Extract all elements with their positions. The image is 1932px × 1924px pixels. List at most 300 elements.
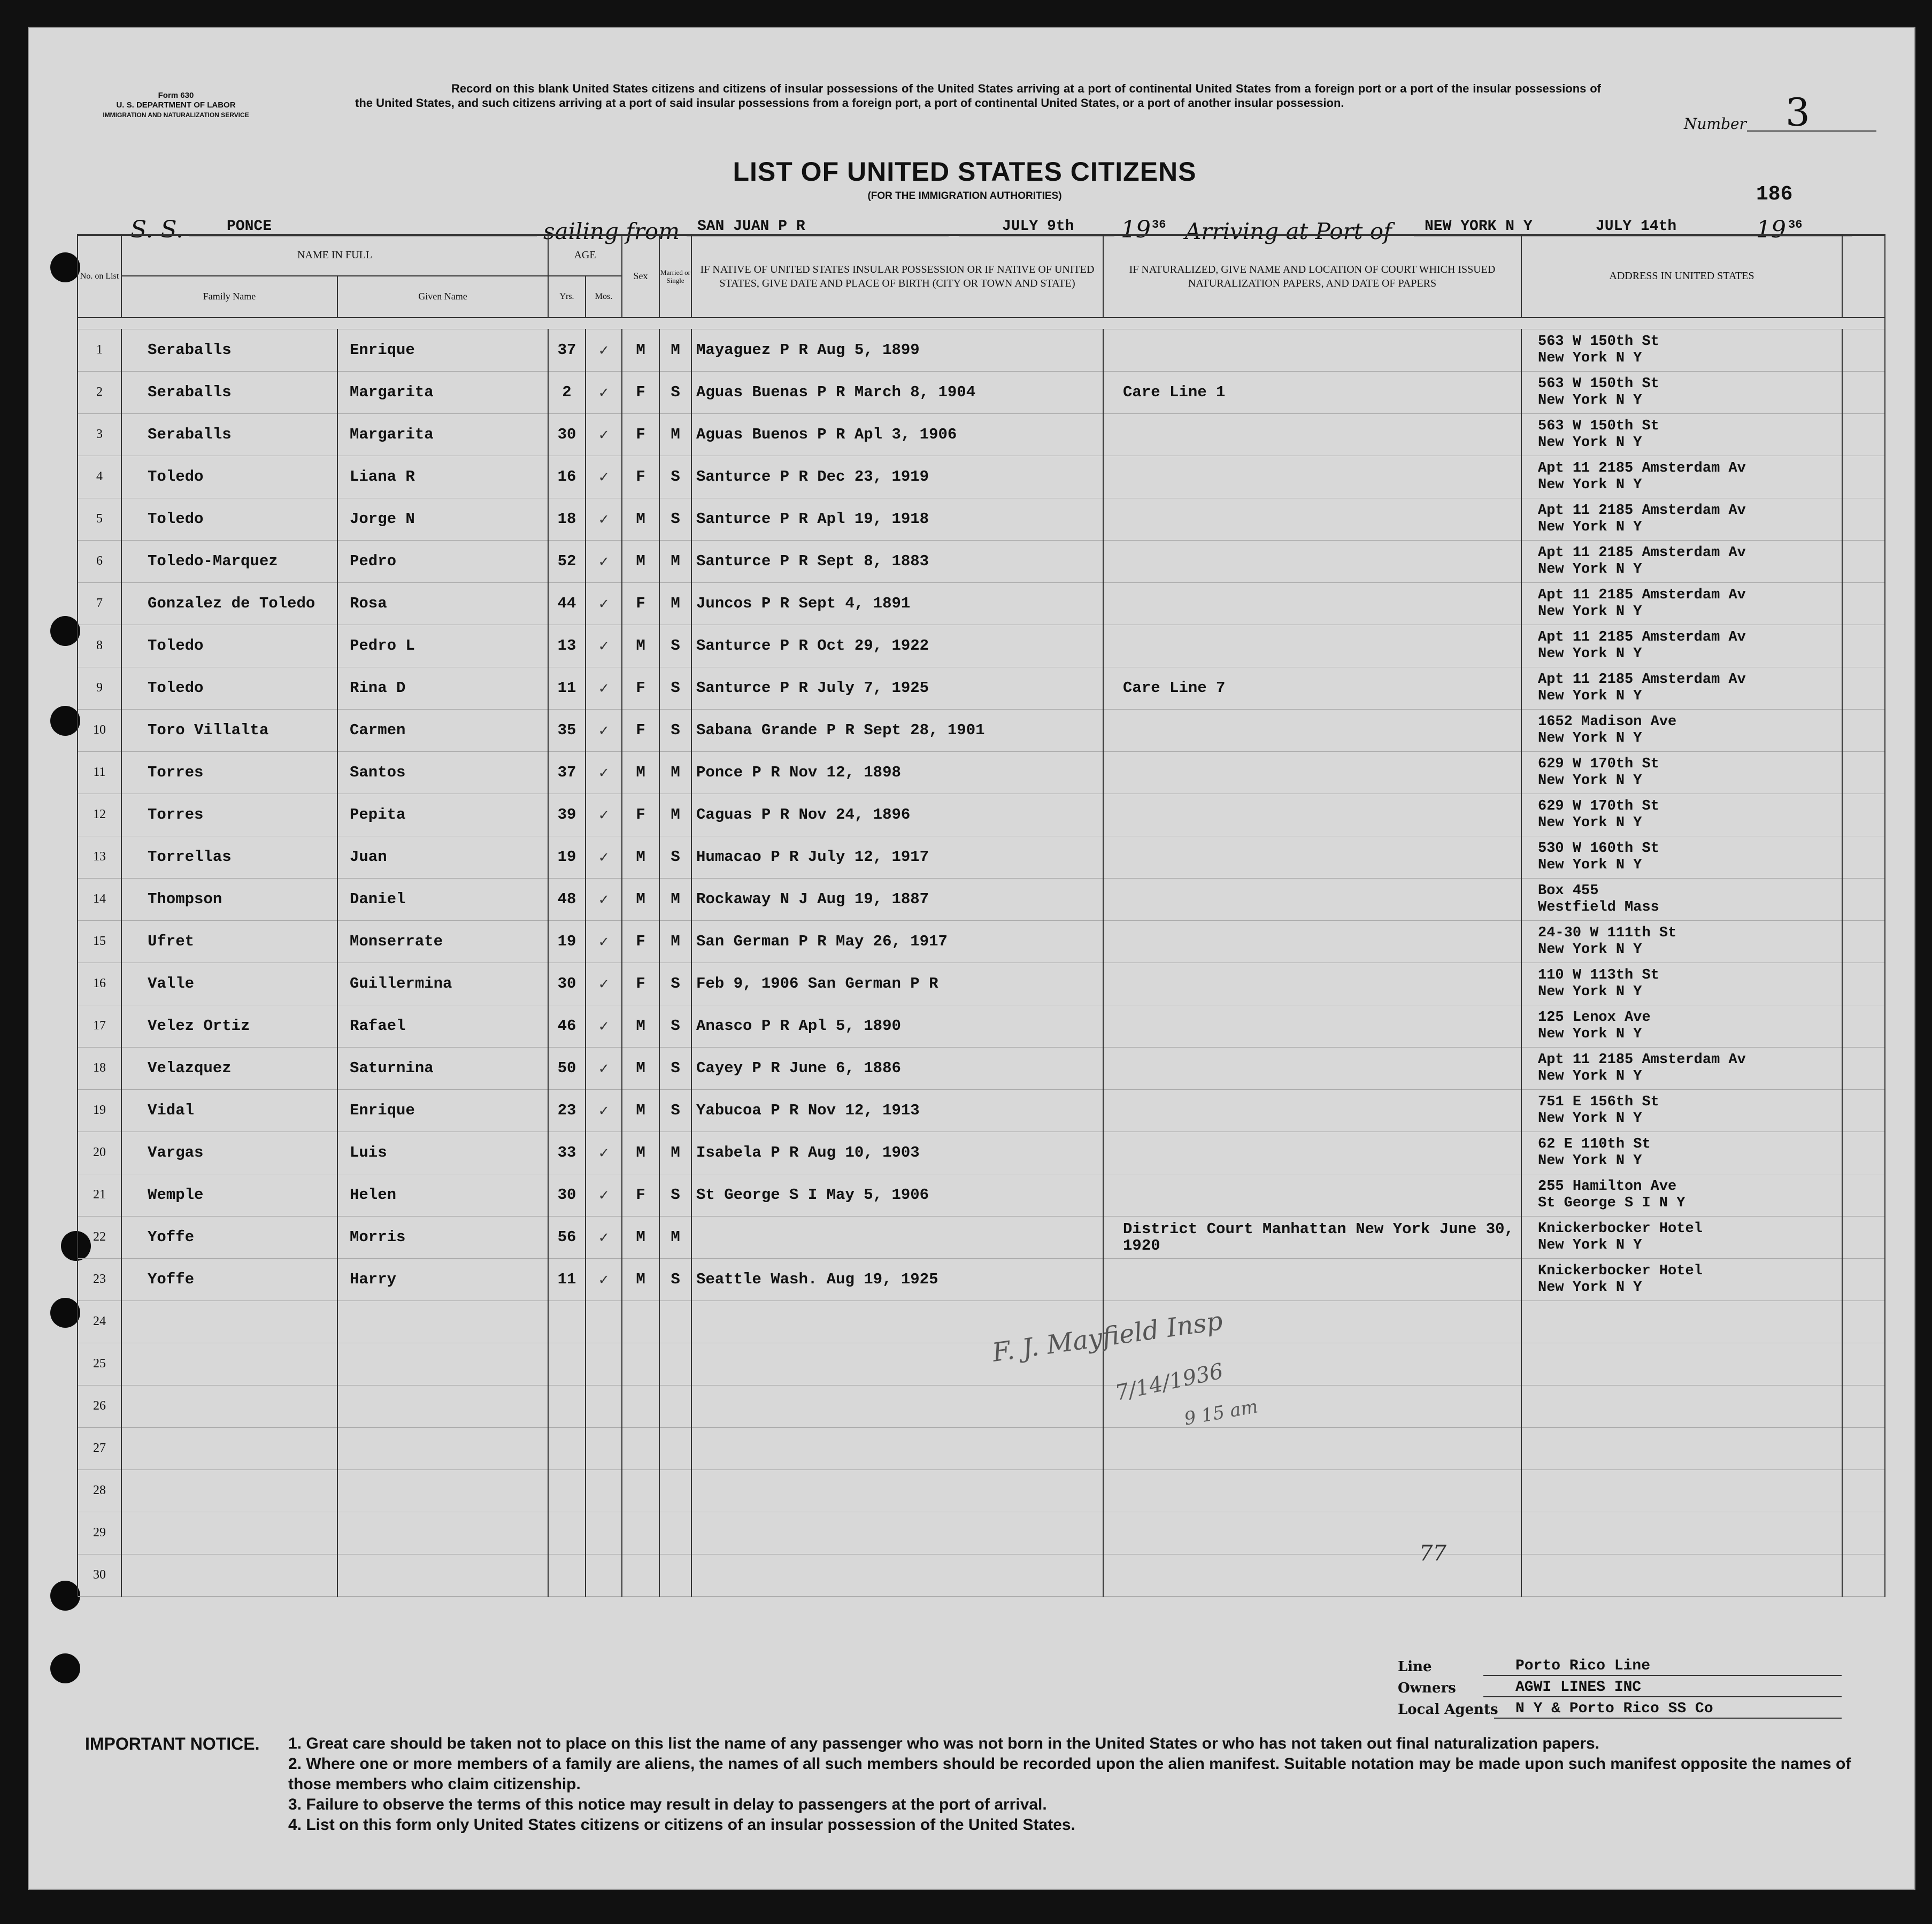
address-line-1: 24-30 W 111th St (1538, 925, 1677, 941)
row-number: 27 (78, 1427, 121, 1469)
table-row (78, 1512, 1885, 1554)
depart-year: 36 (1152, 218, 1166, 232)
table-row (78, 751, 1885, 794)
service-name: IMMIGRATION AND NATURALIZATION SERVICE (103, 111, 249, 119)
naturalization (1103, 329, 1521, 371)
age-years: 30 (548, 963, 586, 1005)
naturalization: Care Line 7 (1103, 667, 1521, 709)
blank-cell (1842, 1469, 1885, 1512)
address-line-2: New York N Y (1538, 561, 1642, 578)
header-married: Married or Single (659, 235, 691, 318)
family-name (121, 1343, 337, 1385)
marital-status (659, 1469, 691, 1512)
depart-year-prefix: 19 (1121, 216, 1151, 243)
header-naturalized: IF NATURALIZED, GIVE NAME AND LOCATION OF COURT WHICH ISSUED NATURALIZATION PAPERS, AND DATE OF PAPERS (1103, 235, 1521, 318)
family-name: Torres (121, 751, 337, 794)
address (1521, 794, 1842, 836)
sex: F (622, 920, 659, 963)
row-number: 4 (78, 456, 121, 498)
sex: M (622, 625, 659, 667)
address (1521, 498, 1842, 540)
birth-place-date: St George S I May 5, 1906 (691, 1174, 1103, 1216)
number-label: Number (1684, 115, 1746, 133)
check-mark: ✓ (586, 498, 622, 540)
address-line-2: New York N Y (1538, 1152, 1642, 1169)
address-line-1: Box 455 (1538, 882, 1599, 899)
family-name (121, 1385, 337, 1427)
given-name: Rina D (337, 667, 548, 709)
age-years: 37 (548, 329, 586, 371)
sex: M (622, 1132, 659, 1174)
marital-status: S (659, 1047, 691, 1089)
address-line-1: Apt 11 2185 Amsterdam Av (1538, 629, 1746, 645)
marital-status: M (659, 794, 691, 836)
family-name: Toledo (121, 625, 337, 667)
sex: M (622, 498, 659, 540)
address (1521, 413, 1842, 456)
row-number: 24 (78, 1300, 121, 1343)
notice-2: 2. Where one or more members of a family are aliens, the names of all such members should be recorded upon the alien manifest. Suitable notation may be made upon such manifest opposite the names of those members who claim citizenship. (288, 1755, 1851, 1793)
age-years (548, 1554, 586, 1596)
blank-cell (1842, 625, 1885, 667)
row-number: 11 (78, 751, 121, 794)
birth-place-date: Santurce P R July 7, 1925 (691, 667, 1103, 709)
blank-cell (1842, 1216, 1885, 1258)
address (1521, 1300, 1842, 1343)
address (1521, 920, 1842, 963)
punch-hole (50, 1653, 80, 1683)
address-line-2: New York N Y (1538, 1026, 1642, 1042)
naturalization (1103, 582, 1521, 625)
address (1521, 1343, 1842, 1385)
age-years: 11 (548, 1258, 586, 1300)
address (1521, 625, 1842, 667)
address (1521, 456, 1842, 498)
passenger-table (77, 234, 1885, 1597)
age-years: 2 (548, 371, 586, 413)
address (1521, 582, 1842, 625)
blank-cell (1842, 1258, 1885, 1300)
address-line-1: Knickerbocker Hotel (1538, 1263, 1703, 1279)
family-name: Seraballs (121, 329, 337, 371)
table-row (78, 1469, 1885, 1512)
row-number: 12 (78, 794, 121, 836)
sex: F (622, 667, 659, 709)
table-row (78, 1554, 1885, 1596)
given-name: Margarita (337, 371, 548, 413)
address-line-1: Knickerbocker Hotel (1538, 1220, 1703, 1237)
address-line-1: 629 W 170th St (1538, 798, 1659, 814)
marital-status: M (659, 1132, 691, 1174)
marital-status: S (659, 1258, 691, 1300)
given-name: Pepita (337, 794, 548, 836)
given-name: Guillermina (337, 963, 548, 1005)
age-years: 30 (548, 413, 586, 456)
line-label: Line (1398, 1659, 1432, 1675)
blank-cell (1842, 1512, 1885, 1554)
header-birth: IF NATIVE OF UNITED STATES INSULAR POSSESSION OR IF NATIVE OF UNITED STATES, GIVE DATE AND PLACE OF BIRTH (CITY OR TOWN AND STATE) (691, 235, 1103, 318)
check-mark: ✓ (586, 1216, 622, 1258)
header-given-name: Given Name (337, 276, 548, 318)
address-line-2: New York N Y (1538, 1237, 1642, 1253)
blank-cell (1842, 1300, 1885, 1343)
address-line-1: 563 W 150th St (1538, 375, 1659, 392)
sex: F (622, 709, 659, 751)
header-name-in-full: NAME IN FULL (121, 235, 548, 276)
table-row (78, 1005, 1885, 1047)
blank-cell (1842, 413, 1885, 456)
table-row (78, 709, 1885, 751)
punch-hole (50, 252, 80, 282)
marital-status: S (659, 709, 691, 751)
family-name (121, 1554, 337, 1596)
birth-place-date: Cayey P R June 6, 1886 (691, 1047, 1103, 1089)
address (1521, 1469, 1842, 1512)
given-name: Harry (337, 1258, 548, 1300)
department-name: U. S. DEPARTMENT OF LABOR (116, 101, 236, 110)
check-mark (586, 1343, 622, 1385)
row-number: 20 (78, 1132, 121, 1174)
row-number: 15 (78, 920, 121, 963)
family-name: Wemple (121, 1174, 337, 1216)
owners-field (1398, 1680, 1842, 1702)
address-line-1: Apt 11 2185 Amsterdam Av (1538, 502, 1746, 519)
row-number: 28 (78, 1469, 121, 1512)
check-mark: ✓ (586, 1258, 622, 1300)
address (1521, 1554, 1842, 1596)
stamp-time: 9 15 am (1182, 1396, 1260, 1430)
notice-1: 1. Great care should be taken not to place on this list the name of any passenger who was not born in the United States or who has not taken out final naturalization papers. (288, 1735, 1600, 1752)
check-mark: ✓ (586, 1132, 622, 1174)
address (1521, 1132, 1842, 1174)
given-name: Pedro (337, 540, 548, 582)
family-name: Toledo (121, 667, 337, 709)
birth-place-date (691, 1554, 1103, 1596)
birth-place-date (691, 1385, 1103, 1427)
check-mark: ✓ (586, 751, 622, 794)
age-years (548, 1343, 586, 1385)
marital-status: M (659, 582, 691, 625)
address-line-2: New York N Y (1538, 392, 1642, 409)
family-name (121, 1427, 337, 1469)
address (1521, 371, 1842, 413)
marital-status (659, 1343, 691, 1385)
given-name: Santos (337, 751, 548, 794)
naturalization (1103, 878, 1521, 920)
age-years: 16 (548, 456, 586, 498)
table-row (78, 1343, 1885, 1385)
blank-cell (1842, 1427, 1885, 1469)
given-name: Enrique (337, 1089, 548, 1132)
blank-cell (1842, 540, 1885, 582)
table-row (78, 878, 1885, 920)
sex: M (622, 1089, 659, 1132)
address-line-1: 1652 Madison Ave (1538, 713, 1677, 730)
naturalization (1103, 1047, 1521, 1089)
blank-cell (1842, 709, 1885, 751)
birth-place-date: Seattle Wash. Aug 19, 1925 (691, 1258, 1103, 1300)
family-name: Vidal (121, 1089, 337, 1132)
check-mark: ✓ (586, 456, 622, 498)
given-name: Enrique (337, 329, 548, 371)
check-mark (586, 1427, 622, 1469)
age-years: 56 (548, 1216, 586, 1258)
address-line-2: New York N Y (1538, 350, 1642, 366)
age-years: 13 (548, 625, 586, 667)
table-row (78, 1385, 1885, 1427)
naturalization (1103, 498, 1521, 540)
address-line-1: 255 Hamilton Ave (1538, 1178, 1677, 1195)
age-years: 30 (548, 1174, 586, 1216)
family-name: Yoffe (121, 1216, 337, 1258)
marital-status: S (659, 456, 691, 498)
check-mark: ✓ (586, 1089, 622, 1132)
check-mark (586, 1469, 622, 1512)
sex (622, 1554, 659, 1596)
check-mark: ✓ (586, 1047, 622, 1089)
age-years: 39 (548, 794, 586, 836)
line-value: Porto Rico Line (1515, 1658, 1651, 1674)
given-name: Helen (337, 1174, 548, 1216)
birth-place-date (691, 1216, 1103, 1258)
row-number: 6 (78, 540, 121, 582)
family-name: Valle (121, 963, 337, 1005)
birth-place-date: Isabela P R Aug 10, 1903 (691, 1132, 1103, 1174)
age-years: 52 (548, 540, 586, 582)
check-mark: ✓ (586, 836, 622, 878)
age-years (548, 1469, 586, 1512)
family-name: Toro Villalta (121, 709, 337, 751)
check-mark: ✓ (586, 963, 622, 1005)
birth-place-date: Santurce P R Sept 8, 1883 (691, 540, 1103, 582)
blank-cell (1842, 751, 1885, 794)
check-mark (586, 1385, 622, 1427)
sex: M (622, 1047, 659, 1089)
table-row (78, 920, 1885, 963)
address (1521, 1258, 1842, 1300)
check-mark (586, 1512, 622, 1554)
naturalization (1103, 1089, 1521, 1132)
given-name: Carmen (337, 709, 548, 751)
blank-cell (1842, 1385, 1885, 1427)
owners-label: Owners (1398, 1680, 1456, 1696)
family-name: Torres (121, 794, 337, 836)
passenger-rows (78, 318, 1885, 1597)
row-number: 23 (78, 1258, 121, 1300)
naturalization (1103, 1512, 1521, 1554)
marital-status (659, 1300, 691, 1343)
notice-title: IMPORTANT NOTICE. (85, 1734, 260, 1753)
check-mark: ✓ (586, 582, 622, 625)
row-number: 26 (78, 1385, 121, 1427)
blank-cell (1842, 498, 1885, 540)
blank-cell (1842, 963, 1885, 1005)
table-row (78, 1300, 1885, 1343)
address-line-1: 62 E 110th St (1538, 1136, 1651, 1152)
ship-name: PONCE (227, 218, 272, 235)
form-number-field (1684, 90, 1876, 135)
sex: M (622, 878, 659, 920)
blank-cell (1842, 1132, 1885, 1174)
header-blank (1842, 235, 1885, 318)
blank-cell (1842, 794, 1885, 836)
blank-cell (1842, 329, 1885, 371)
age-years (548, 1427, 586, 1469)
address (1521, 1216, 1842, 1258)
address-line-1: Apt 11 2185 Amsterdam Av (1538, 544, 1746, 561)
sex: M (622, 1258, 659, 1300)
family-name (121, 1469, 337, 1512)
age-years: 11 (548, 667, 586, 709)
check-mark: ✓ (586, 1005, 622, 1047)
birth-place-date: Aguas Buenos P R Apl 3, 1906 (691, 413, 1103, 456)
birth-place-date: Feb 9, 1906 San German P R (691, 963, 1103, 1005)
address-line-1: 110 W 113th St (1538, 967, 1659, 983)
given-name (337, 1343, 548, 1385)
row-number: 2 (78, 371, 121, 413)
table-row (78, 794, 1885, 836)
family-name: Gonzalez de Toledo (121, 582, 337, 625)
sex: F (622, 1174, 659, 1216)
sex (622, 1512, 659, 1554)
check-mark: ✓ (586, 329, 622, 371)
blank-cell (1842, 1047, 1885, 1089)
header-family-name: Family Name (121, 276, 337, 318)
check-mark: ✓ (586, 794, 622, 836)
sex (622, 1427, 659, 1469)
family-name: Torrellas (121, 836, 337, 878)
check-mark: ✓ (586, 413, 622, 456)
address (1521, 709, 1842, 751)
row-number: 7 (78, 582, 121, 625)
form-number: Form 630 (158, 91, 194, 100)
birth-place-date (691, 1427, 1103, 1469)
birth-place-date: Yabucoa P R Nov 12, 1913 (691, 1089, 1103, 1132)
table-row (78, 498, 1885, 540)
row-number: 17 (78, 1005, 121, 1047)
given-name: Monserrate (337, 920, 548, 963)
check-mark: ✓ (586, 709, 622, 751)
family-name: Toledo (121, 498, 337, 540)
address (1521, 1005, 1842, 1047)
table-row (78, 836, 1885, 878)
important-notice (85, 1734, 1871, 1835)
check-mark: ✓ (586, 1174, 622, 1216)
address (1521, 1047, 1842, 1089)
naturalization (1103, 1427, 1521, 1469)
blank-cell (1842, 878, 1885, 920)
marital-status: M (659, 413, 691, 456)
marital-status: M (659, 920, 691, 963)
sex: M (622, 1005, 659, 1047)
naturalization (1103, 1258, 1521, 1300)
given-name (337, 1469, 548, 1512)
table-row (78, 540, 1885, 582)
age-years: 35 (548, 709, 586, 751)
age-years (548, 1385, 586, 1427)
given-name: Luis (337, 1132, 548, 1174)
birth-place-date: Sabana Grande P R Sept 28, 1901 (691, 709, 1103, 751)
row-number: 8 (78, 625, 121, 667)
marital-status (659, 1385, 691, 1427)
header-yrs: Yrs. (548, 276, 586, 318)
blank-cell (1842, 667, 1885, 709)
marital-status: S (659, 498, 691, 540)
birth-place-date: Caguas P R Nov 24, 1896 (691, 794, 1103, 836)
naturalization (1103, 1132, 1521, 1174)
manifest-sheet (28, 27, 1915, 1890)
naturalization (1103, 625, 1521, 667)
birth-place-date: Humacao P R July 12, 1917 (691, 836, 1103, 878)
header-address: ADDRESS IN UNITED STATES (1521, 235, 1842, 318)
row-number: 1 (78, 329, 121, 371)
age-years: 37 (548, 751, 586, 794)
table-row (78, 1174, 1885, 1216)
address-line-1: 563 W 150th St (1538, 418, 1659, 434)
check-mark: ✓ (586, 920, 622, 963)
given-name (337, 1512, 548, 1554)
arrive-year-prefix: 19 (1756, 216, 1786, 243)
address-line-2: New York N Y (1538, 983, 1642, 1000)
given-name (337, 1300, 548, 1343)
row-number: 9 (78, 667, 121, 709)
table-row (78, 1427, 1885, 1469)
table-row (78, 1258, 1885, 1300)
address-line-1: 125 Lenox Ave (1538, 1009, 1651, 1026)
family-name: Toledo (121, 456, 337, 498)
birth-place-date (691, 1512, 1103, 1554)
naturalization: District Court Manhattan New York June 30, 1920 (1103, 1216, 1521, 1258)
sex: M (622, 836, 659, 878)
marital-status: S (659, 625, 691, 667)
age-years (548, 1512, 586, 1554)
address-line-1: 530 W 160th St (1538, 840, 1659, 857)
page-title: LIST OF UNITED STATES CITIZENS (733, 157, 1197, 187)
birth-place-date: Mayaguez P R Aug 5, 1899 (691, 329, 1103, 371)
age-years: 33 (548, 1132, 586, 1174)
punch-hole (50, 616, 80, 646)
given-name: Jorge N (337, 498, 548, 540)
marital-status: S (659, 667, 691, 709)
row-number: 22 (78, 1216, 121, 1258)
arrive-year: 36 (1788, 218, 1803, 232)
age-years: 18 (548, 498, 586, 540)
naturalization (1103, 413, 1521, 456)
naturalization (1103, 1554, 1521, 1596)
sex: M (622, 1216, 659, 1258)
naturalization (1103, 1005, 1521, 1047)
birth-place-date (691, 1469, 1103, 1512)
form-instructions: Record on this blank United States citizens and citizens of insular possessions of the United States arriving at a port of continental United States from a foreign port or a port of the insular possessions of the United States, and such citizens arriving at a port of said insular possessions from a foreign port, a port of continental United States, or a port of another insular possession. (355, 82, 1601, 110)
table-row (78, 371, 1885, 413)
row-number: 13 (78, 836, 121, 878)
line-field (1398, 1659, 1842, 1680)
given-name: Morris (337, 1216, 548, 1258)
age-years: 46 (548, 1005, 586, 1047)
address-line-1: 751 E 156th St (1538, 1094, 1659, 1110)
blank-cell (1842, 920, 1885, 963)
arrive-port: NEW YORK N Y (1425, 218, 1533, 235)
address (1521, 751, 1842, 794)
agents-value: N Y & Porto Rico SS Co (1515, 1700, 1713, 1717)
address-line-2: New York N Y (1538, 772, 1642, 789)
sex: M (622, 540, 659, 582)
sex: F (622, 794, 659, 836)
blank-cell (1842, 1005, 1885, 1047)
address-line-2: New York N Y (1538, 476, 1642, 493)
marital-status: S (659, 836, 691, 878)
birth-place-date: San German P R May 26, 1917 (691, 920, 1103, 963)
